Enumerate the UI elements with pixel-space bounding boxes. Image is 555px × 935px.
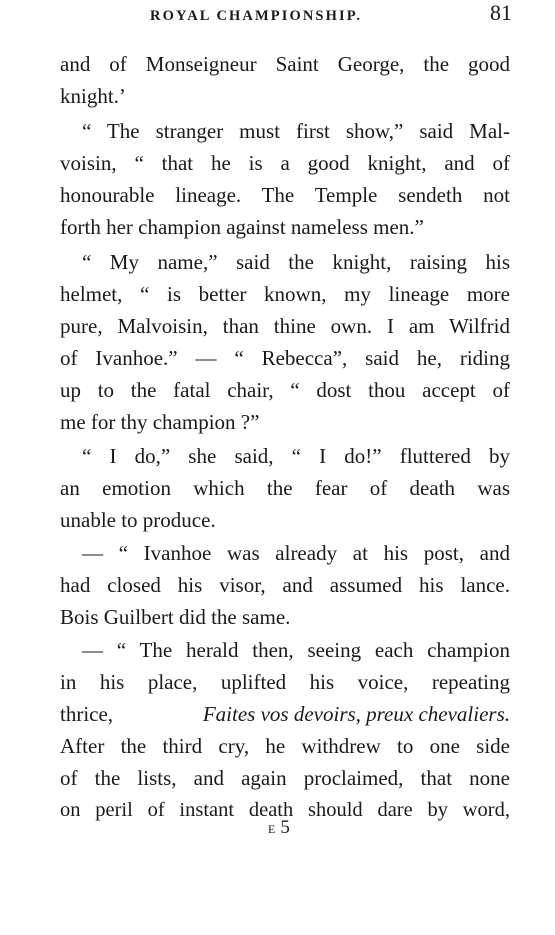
running-head: ROYAL CHAMPIONSHIP. bbox=[150, 8, 363, 24]
text-line: forth her champion against nameless men.” bbox=[60, 215, 424, 239]
text-line: in his place, uplifted his voice, repeating bbox=[60, 670, 510, 694]
text-line: After the third cry, he withdrew to one side bbox=[60, 734, 510, 758]
text-italic-french: Faites vos devoirs, preux chevaliers. bbox=[202, 702, 510, 726]
text-line: “ My name,” said the knight, raising his bbox=[82, 250, 510, 274]
text-line: an emotion which the fear of death was bbox=[60, 476, 510, 500]
text-roman: thrice, bbox=[60, 702, 114, 726]
text-line: pure, Malvoisin, than thine own. I am Wilfrid bbox=[60, 314, 510, 338]
text-line: of the lists, and again proclaimed, that none bbox=[60, 766, 510, 790]
text-line-mixed bbox=[60, 698, 510, 730]
text-line: knight.’ bbox=[60, 84, 126, 108]
text-line: voisin, “ that he is a good knight, and of bbox=[60, 151, 510, 175]
signature-letter: E bbox=[268, 822, 277, 836]
text-line: on peril of instant death should dare by word, bbox=[60, 799, 510, 821]
text-line: “ The stranger must first show,” said Mal- bbox=[82, 119, 510, 143]
text-line: honourable lineage. The Temple sendeth not bbox=[60, 183, 510, 207]
text-line: and of Monseigneur Saint George, the good bbox=[60, 52, 510, 76]
page-header bbox=[150, 0, 512, 34]
text-line: — “ The herald then, seeing each champion bbox=[82, 638, 510, 662]
page-number: 81 bbox=[490, 0, 512, 25]
text-line: me for thy champion ?” bbox=[60, 410, 260, 434]
signature-mark bbox=[268, 817, 290, 839]
text-line: of Ivanhoe.” — “ Rebecca”, said he, riding bbox=[60, 346, 510, 370]
signature-number: 5 bbox=[280, 817, 290, 838]
text-line: unable to produce. bbox=[60, 508, 216, 532]
text-line: — “ Ivanhoe was already at his post, and bbox=[82, 541, 510, 565]
text-line: helmet, “ is better known, my lineage more bbox=[60, 282, 510, 306]
text-line: had closed his visor, and assumed his lance. bbox=[60, 573, 510, 597]
text-line: up to the fatal chair, “ dost thou accept of bbox=[60, 378, 510, 402]
text-line: “ I do,” she said, “ I do!” fluttered by bbox=[82, 444, 510, 468]
text-line: Bois Guilbert did the same. bbox=[60, 605, 291, 629]
